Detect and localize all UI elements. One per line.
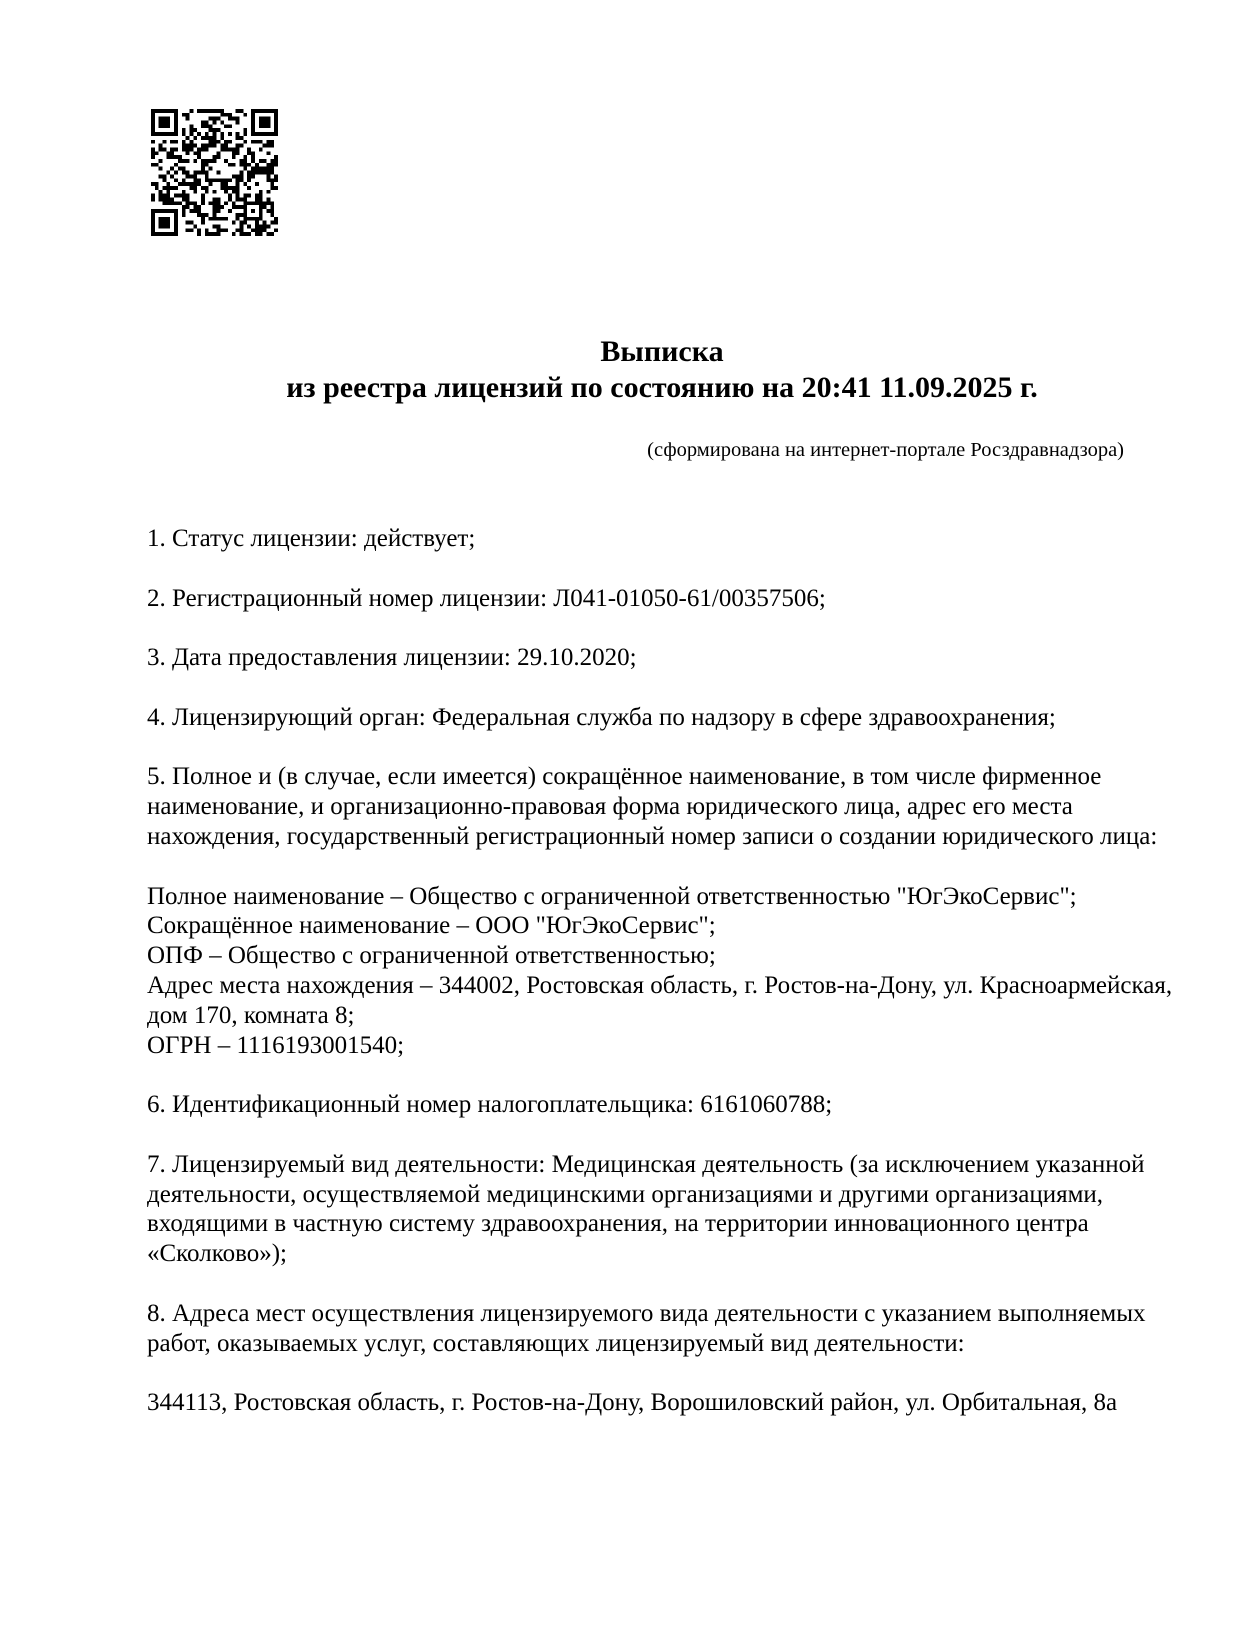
qr-code — [151, 109, 278, 236]
text-line: наименование, и организационно-правовая форма юридического лица, адрес его места — [147, 793, 1073, 821]
paragraph-taxpayer-number — [147, 1090, 1147, 1120]
text-line: «Сколково»); — [147, 1240, 287, 1268]
text-line: 7. Лицензируемый вид деятельности: Медицинская деятельность (за исключением указанной — [147, 1150, 1145, 1178]
title-line-1: Выписка — [600, 335, 724, 368]
paragraph-org-details — [147, 882, 1173, 1061]
paragraph-license-status — [147, 524, 1147, 554]
document-subtitle: (сформирована на интернет-портале Росздравнадзора) — [647, 439, 1124, 461]
paragraph-registration-number — [147, 584, 1147, 614]
text-line: ОПФ – Общество с ограниченной ответственностью; — [147, 942, 716, 970]
text-line: 4. Лицензирующий орган: Федеральная служба по надзору в сфере здравоохранения; — [147, 703, 1056, 731]
text-line: 344113, Ростовская область, г. Ростов-на-Дону, Ворошиловский район, ул. Орбитальная, 8а — [147, 1389, 1118, 1417]
paragraph-licensed-activity — [147, 1150, 1147, 1269]
text-line: ОГРН – 1116193001540; — [147, 1031, 405, 1059]
text-line: 2. Регистрационный номер лицензии: Л041-01050-61/00357506; — [147, 584, 826, 612]
text-line: 3. Дата предоставления лицензии: 29.10.2020; — [147, 644, 637, 672]
title-line-2: из реестра лицензий по состоянию на 20:41 11.09.2025 г. — [286, 371, 1038, 404]
text-line: Адрес места нахождения – 344002, Ростовская область, г. Ростов-на-Дону, ул. Красноармейская, — [147, 971, 1173, 999]
document-body — [147, 524, 1173, 1448]
text-line: нахождения, государственный регистрационный номер записи о создании юридического лица: — [147, 822, 1158, 850]
paragraph-grant-date — [147, 643, 1147, 673]
text-line: входящими в частную систему здравоохранения, на территории инновационного центра — [147, 1210, 1089, 1238]
text-line: Полное наименование – Общество с ограниченной ответственностью "ЮгЭкоСервис"; — [147, 882, 1077, 910]
document-title — [147, 334, 1177, 406]
text-line: 5. Полное и (в случае, если имеется) сокращённое наименование, в том числе фирменное — [147, 763, 1102, 791]
paragraph-licensing-authority — [147, 703, 1147, 733]
text-line: 1. Статус лицензии: действует; — [147, 525, 476, 552]
text-line: Сокращённое наименование – ООО "ЮгЭкоСервис"; — [147, 912, 716, 940]
text-line: деятельности, осуществляемой медицинскими организациями и другими организациями, — [147, 1180, 1104, 1208]
paragraph-activity-address — [147, 1388, 1147, 1418]
paragraph-org-info-heading — [147, 762, 1158, 851]
text-line: работ, оказываемых услуг, составляющих лицензируемый вид деятельности: — [147, 1329, 965, 1357]
text-line: 6. Идентификационный номер налогоплательщика: 6161060788; — [147, 1091, 833, 1119]
paragraph-activity-addresses-heading — [147, 1299, 1147, 1359]
text-line: 8. Адреса мест осуществления лицензируемого вида деятельности с указанием выполняемых — [147, 1299, 1146, 1327]
text-line: дом 170, комната 8; — [147, 1001, 355, 1029]
